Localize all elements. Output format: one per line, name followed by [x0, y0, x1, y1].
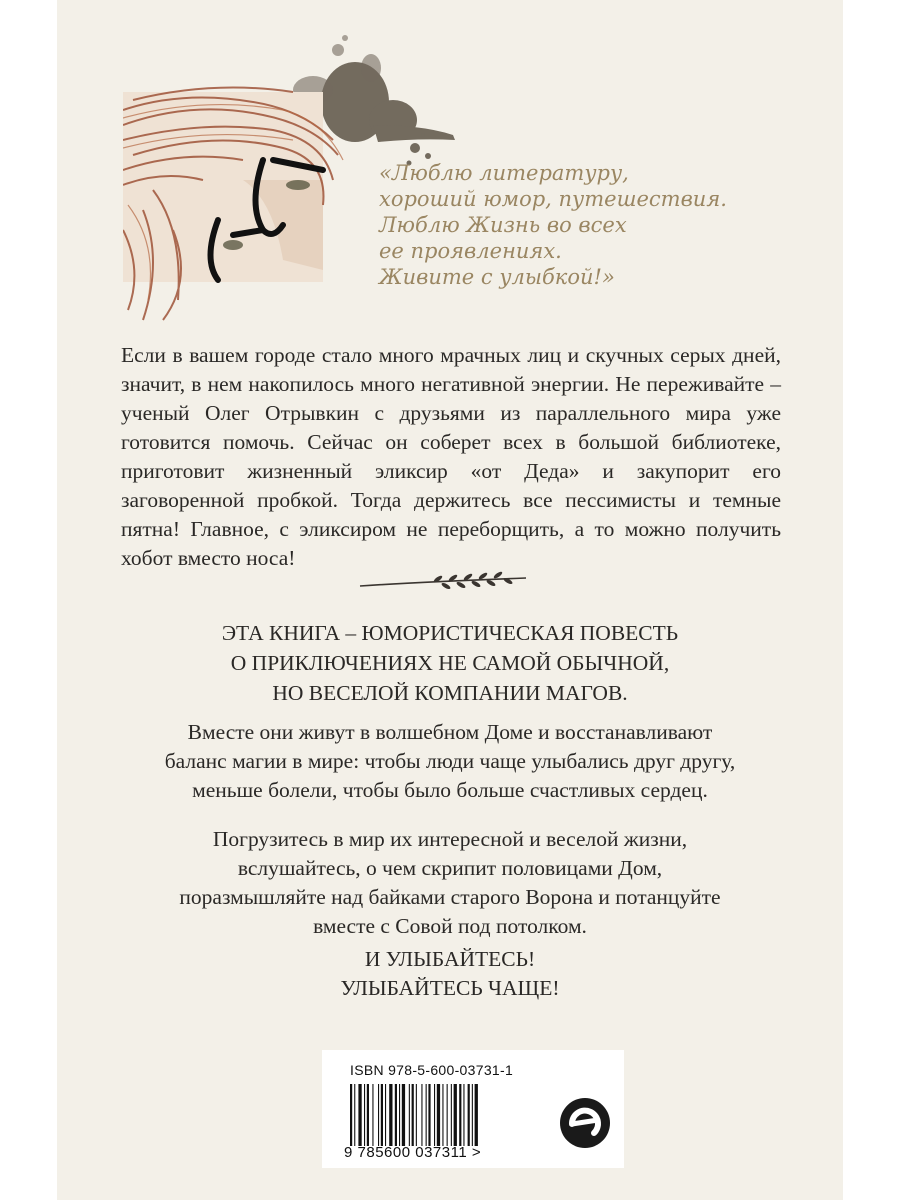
isbn-number: ISBN 978-5-600-03731-1 [350, 1062, 514, 1078]
paragraph-line: меньше болели, чтобы было больше счастливых сердец. [192, 778, 708, 802]
paragraph-line: поразмышляйте над байками старого Ворона и потанцуйте [179, 885, 721, 909]
paragraph-line: Вместе они живут в волшебном Доме и восстанавливают [187, 720, 713, 744]
slogan-line: И УЛЫБАЙТЕСЬ! [364, 947, 536, 971]
leaf-branch-divider-icon [358, 570, 528, 594]
closing-slogan [87, 945, 813, 1003]
book-blurb [121, 341, 781, 573]
publisher-e-logo-icon [558, 1096, 612, 1150]
summary-line: ЭТА КНИГА – ЮМОРИСТИЧЕСКАЯ ПОВЕСТЬ [221, 621, 679, 645]
author-quote [379, 160, 779, 290]
summary-heading [87, 618, 813, 708]
quote-line: ее проявлениях. [379, 239, 562, 263]
barcode [350, 1084, 520, 1146]
slogan-line: УЛЫБАЙТЕСЬ ЧАЩЕ! [340, 976, 560, 1000]
paragraph-line: Погрузитесь в мир их интересной и веселой жизни, [212, 827, 688, 851]
isbn-block [322, 1050, 624, 1168]
paragraph-line: вслушайтесь, о чем скрипит половицами Дом, [237, 856, 663, 880]
description-paragraph [87, 718, 813, 805]
blurb-text: Если в вашем городе стало много мрачных лиц и скучных серых дней, значит, в нем накопилось много негативной энергии. Не переживайте – ученый Олег Отрывкин с друзьями из параллельного мира уже готовится помочь. Сейчас он соберет всех в большой библиотеке, приготовит жизненный эликсир «от Деда» и закупорит его заговоренной пробкой. Тогда держитесь все пессимисты и темные пятна! Главное, с эликсиром не переборщить, а то можно получить хобот вместо носа! [121, 343, 781, 570]
book-back-cover [57, 0, 843, 1200]
barcode-digits: 9 785600 037311 > [344, 1144, 482, 1161]
summary-line: НО ВЕСЕЛОЙ КОМПАНИИ МАГОВ. [272, 681, 628, 705]
invitation-paragraph [87, 825, 813, 941]
paragraph-line: вместе с Совой под потолком. [313, 914, 587, 938]
summary-line: О ПРИКЛЮЧЕНИЯХ НЕ САМОЙ ОБЫЧНОЙ, [230, 651, 670, 675]
quote-line: Люблю Жизнь во всех [379, 213, 627, 237]
quote-line: Живите с улыбкой!» [379, 265, 615, 289]
paragraph-line: баланс магии в мире: чтобы люди чаще улыбались друг другу, [164, 749, 736, 773]
quote-line: хороший юмор, путешествия. [379, 187, 727, 211]
quote-line: «Люблю литературу, [379, 161, 629, 185]
